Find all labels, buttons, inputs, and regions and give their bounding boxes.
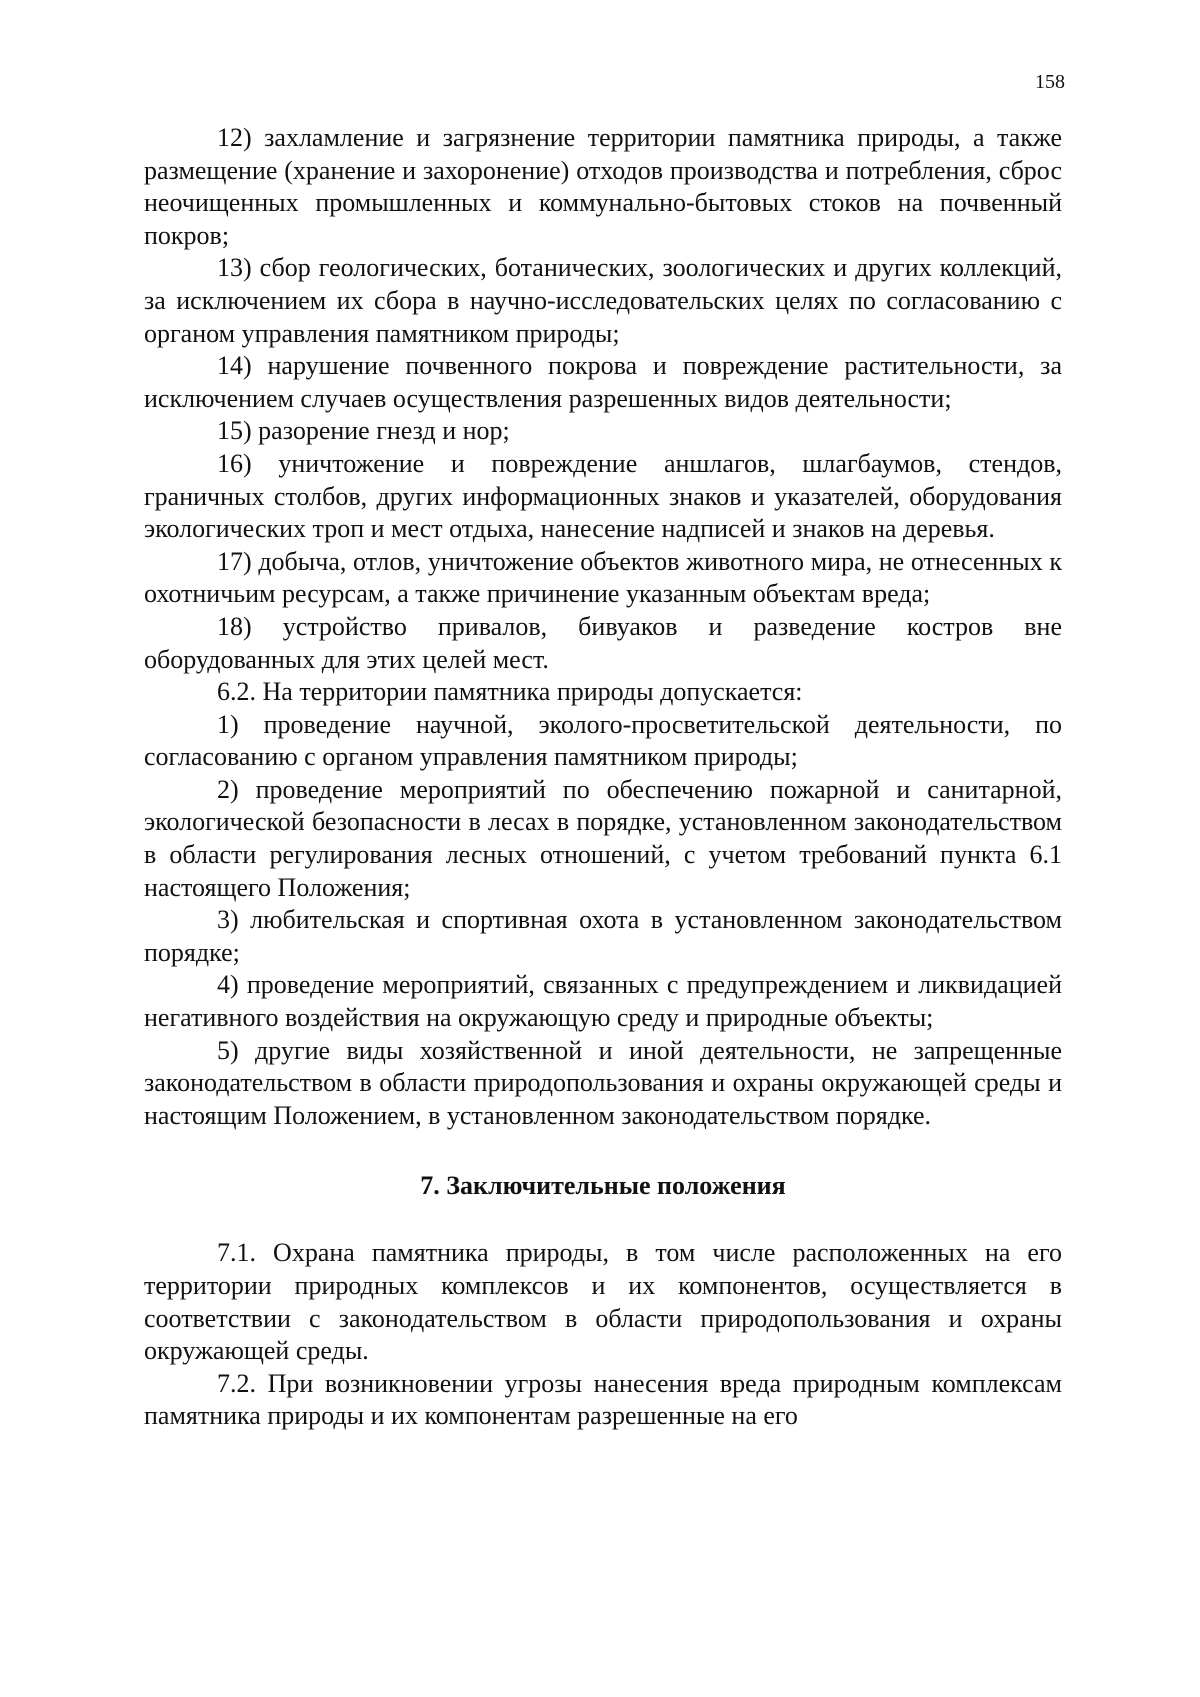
- paragraph-item-18: 18) устройство привалов, бивуаков и разведение костров вне оборудованных для этих целей мест.: [144, 611, 1062, 674]
- paragraph-clause-7-2: 7.2. При возникновении угрозы нанесения вреда природным комплексам памятника природы и их компонентам разрешенные на его: [144, 1368, 1062, 1431]
- page-number: 158: [1035, 71, 1065, 93]
- paragraph-item-13: 13) сбор геологических, ботанических, зоологических и других коллекций, за исключением их сбора в научно-исследовательских целях по согласованию с органом управления памятником природы;: [144, 253, 1062, 348]
- paragraph-allowed-5: 5) другие виды хозяйственной и иной деятельности, не запрещенные законодательством в области природопользования и охраны окружающей среды и настоящим Положением, в установленном законодательством порядке.: [144, 1035, 1062, 1130]
- paragraph-item-12: 12) захламление и загрязнение территории памятника природы, а также размещение (хранение и захоронение) отходов производства и потребления, сброс неочищенных промышленных и коммунально-бытовых стоков на почвенный покров;: [144, 123, 1062, 250]
- paragraph-item-17: 17) добыча, отлов, уничтожение объектов животного мира, не отнесенных к охотничьим ресурсам, а также причинение указанным объектам вреда;: [144, 546, 1062, 609]
- paragraph-allowed-2: 2) проведение мероприятий по обеспечению пожарной и санитарной, экологической безопасности в лесах в порядке, установленном законодательством в области регулирования лесных отношений, с учетом требований пункта 6.1 настоящего Положения;: [144, 774, 1062, 902]
- section-heading: 7. Заключительные положения: [420, 1171, 786, 1201]
- paragraph-allowed-3: 3) любительская и спортивная охота в установленном законодательством порядке;: [144, 905, 1062, 967]
- paragraph-allowed-4: 4) проведение мероприятий, связанных с предупреждением и ликвидацией негативного воздействия на окружающую среду и природные объекты;: [144, 970, 1062, 1033]
- paragraph-clause-6-2: 6.2. На территории памятника природы допускается:: [217, 677, 803, 707]
- paragraph-clause-7-1: 7.1. Охрана памятника природы, в том числе расположенных на его территории природных комплексов и их компонентов, осуществляется в соответствии с законодательством в области природопользования и охраны окружающей среды.: [144, 1238, 1062, 1366]
- paragraph-item-16: 16) уничтожение и повреждение аншлагов, шлагбаумов, стендов, граничных столбов, других информационных знаков и указателей, оборудования экологических троп и мест отдыха, нанесение надписей и знаков на деревья.: [144, 448, 1062, 544]
- document-body: [144, 122, 1062, 1433]
- paragraph-item-15: 15) разорение гнезд и нор;: [217, 416, 510, 446]
- paragraph-allowed-1: 1) проведение научной, эколого-просветительской деятельности, по согласованию с органом управления памятником природы;: [144, 709, 1062, 772]
- paragraph-item-14: 14) нарушение почвенного покрова и повреждение растительности, за исключением случаев осуществления разрешенных видов деятельности;: [144, 351, 1062, 413]
